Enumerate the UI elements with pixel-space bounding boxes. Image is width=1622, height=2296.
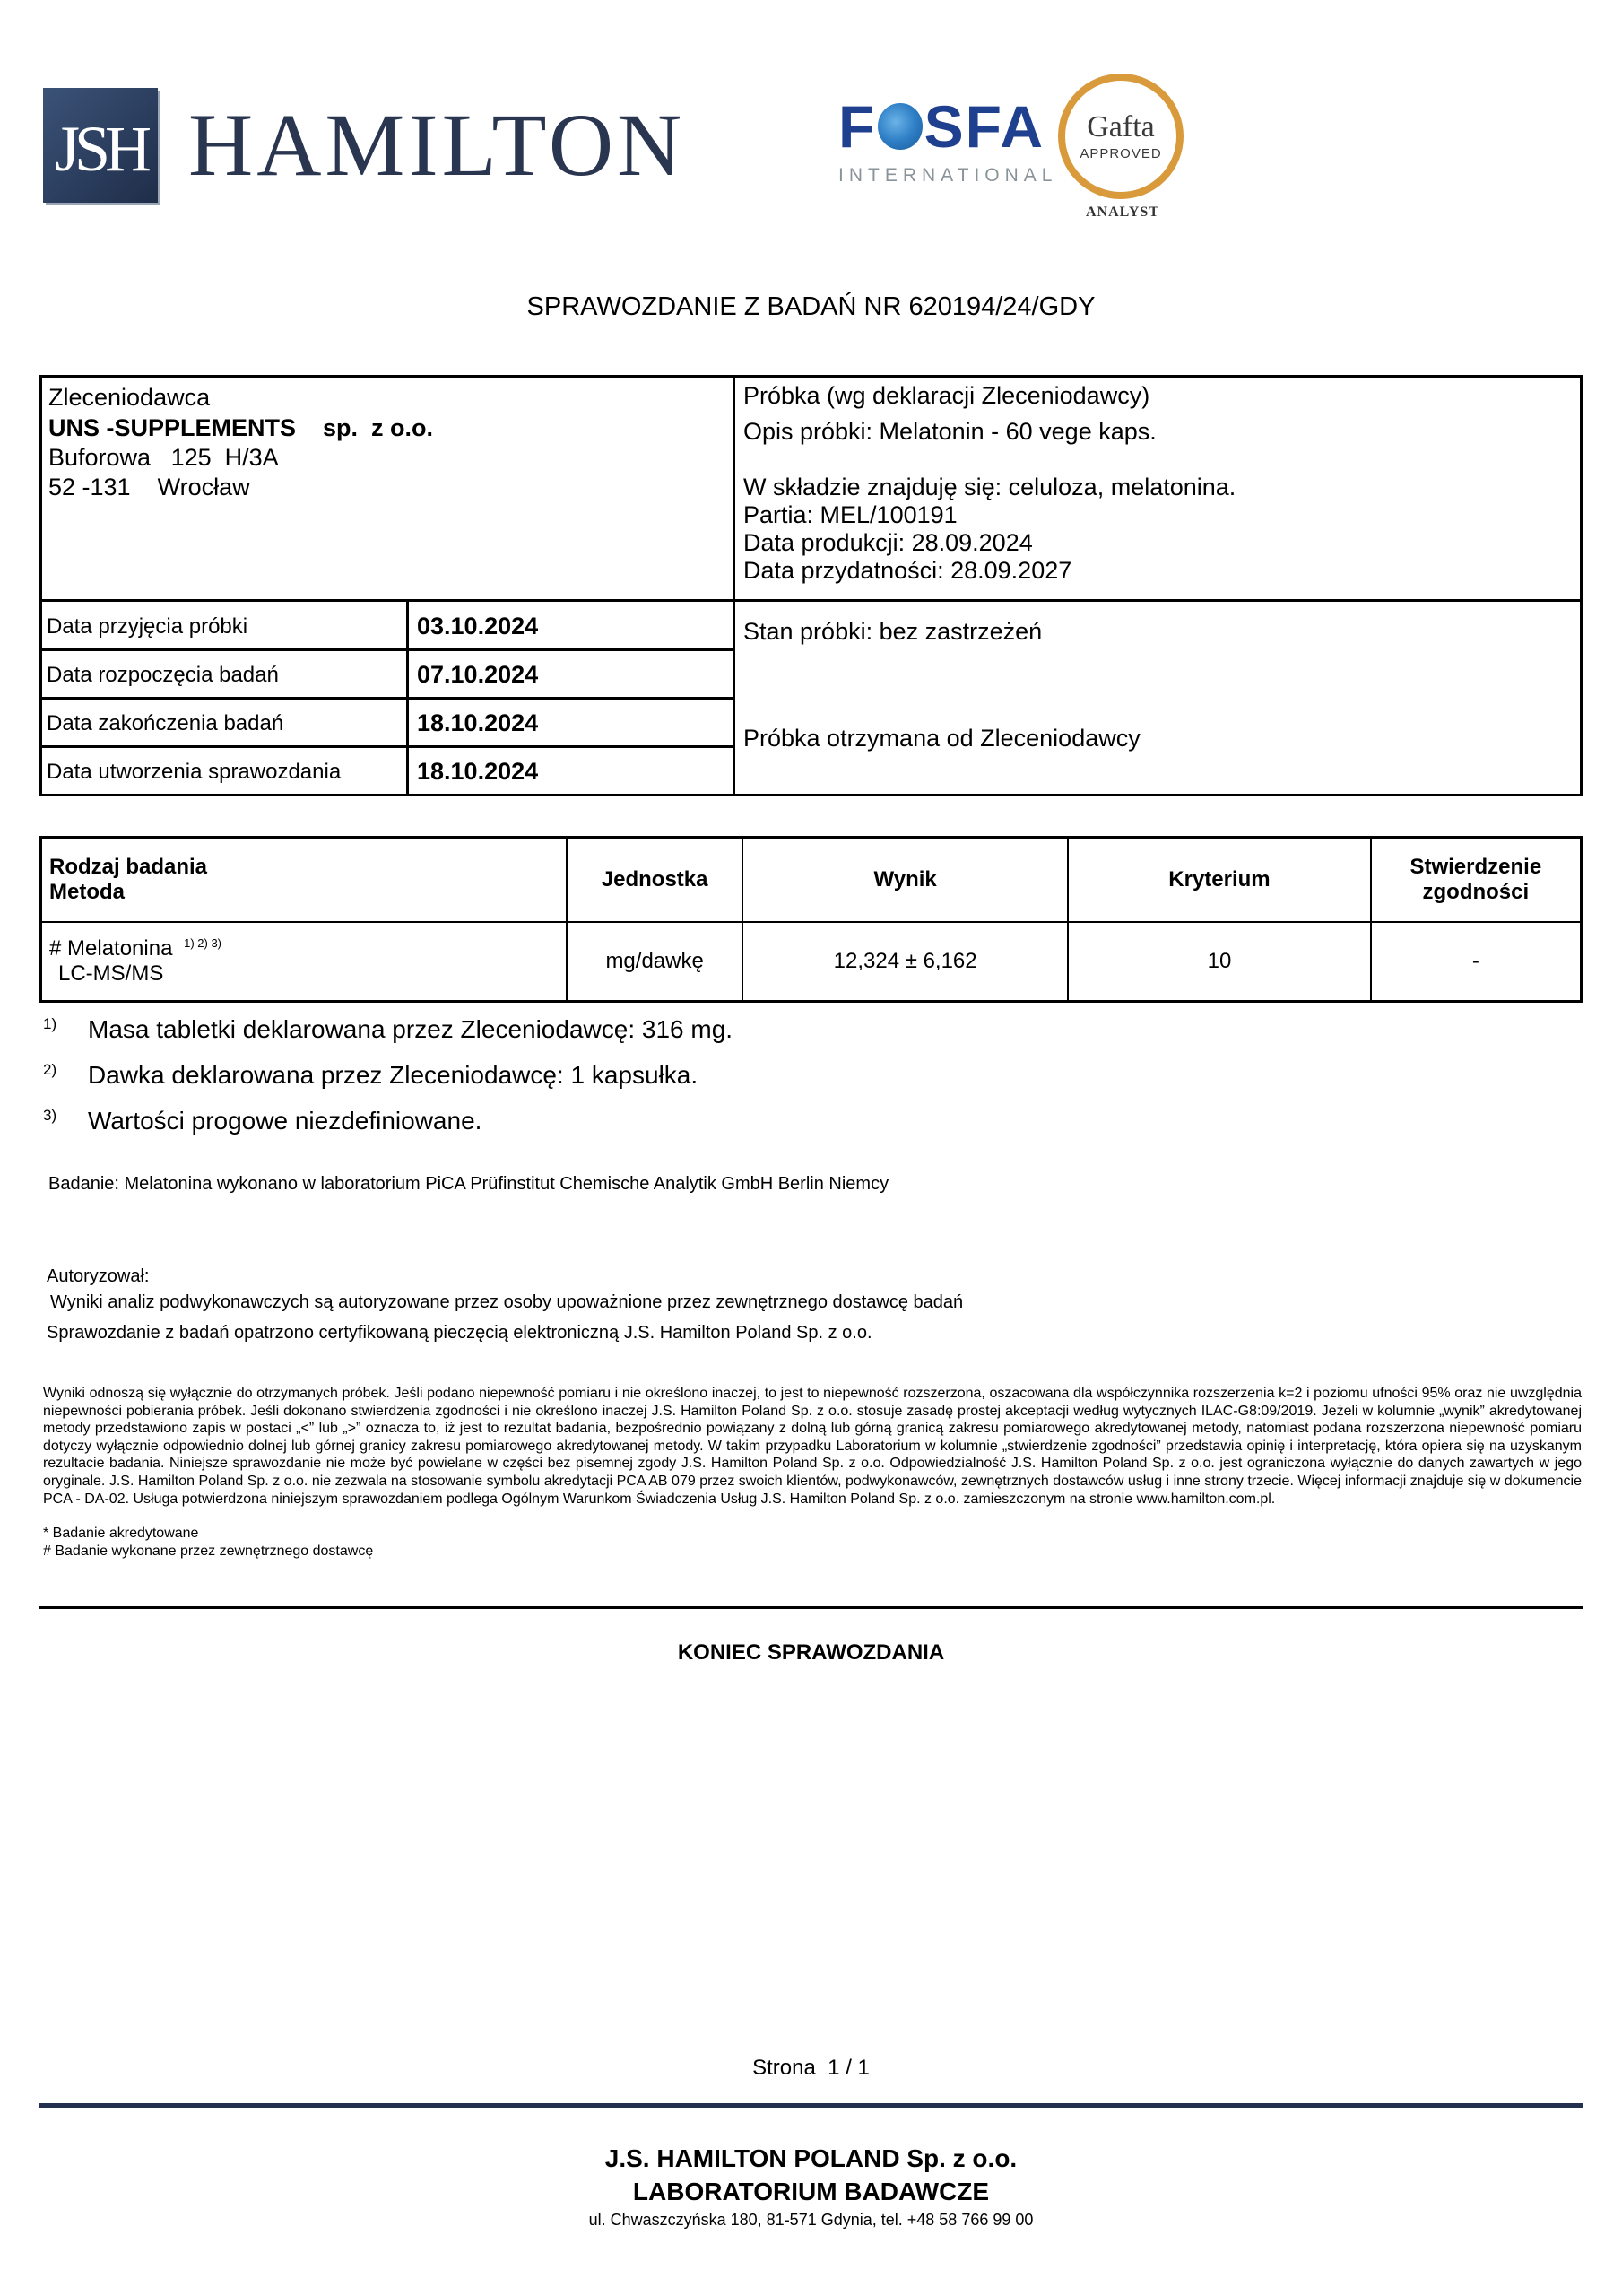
result-conformity: - (1371, 922, 1582, 1002)
jsh-monogram-icon (43, 88, 158, 203)
header-conformity-line1: Stwierdzenie (1409, 855, 1542, 879)
column-header-conformity (1371, 838, 1582, 923)
date-row-line (39, 745, 735, 748)
date-value: 03.10.2024 (417, 613, 539, 639)
date-value: 18.10.2024 (417, 709, 539, 736)
date-row-line (39, 697, 735, 700)
client-heading: Zleceniodawca (48, 384, 211, 411)
authorization-label: Autoryzował: (47, 1266, 150, 1286)
sample-heading: Próbka (wg deklaracji Zleceniodawcy) (743, 382, 1150, 409)
footnote-text: Masa tabletki deklarowana przez Zleceniodawcę: 316 mg. (88, 1015, 733, 1043)
footnote-mark: 2) (43, 1061, 57, 1078)
legend-accredited: * Badanie akredytowane (43, 1526, 199, 1541)
info-divider-horizontal (39, 599, 1583, 602)
gafta-title: Gafta (1087, 109, 1155, 144)
footnote-mark: 3) (43, 1107, 57, 1124)
sample-description: Opis próbki: Melatonin - 60 vege kaps. (743, 418, 1157, 445)
footnote-text: Wartości progowe niezdefiniowane. (88, 1107, 482, 1135)
column-header-result: Wynik (742, 838, 1068, 923)
date-label: Data przyjęcia próbki (47, 614, 248, 639)
authorization-line2: Sprawozdanie z badań opatrzono certyfikowaną pieczęcią elektroniczną J.S. Hamilton Poland Sp. z o.o. (47, 1323, 872, 1343)
footnote-text: Dawka deklarowana przez Zleceniodawcę: 1 kapsułka. (88, 1061, 698, 1089)
wheat-wreath-icon (1058, 74, 1184, 199)
fosfa-name-right: SFA (924, 93, 1045, 160)
results-header-row (41, 838, 1582, 923)
test-method: LC-MS/MS (58, 961, 164, 986)
globe-icon (878, 103, 922, 150)
date-row-line (39, 648, 735, 651)
date-label: Data rozpoczęcia badań (47, 663, 279, 687)
result-test-name-cell (41, 922, 568, 1002)
fosfa-subtitle: INTERNATIONAL (838, 165, 1058, 186)
date-label: Data utworzenia sprawozdania (47, 760, 342, 784)
date-label: Data zakończenia badań (47, 711, 284, 735)
footer-lab: LABORATORIUM BADAWCZE (632, 2178, 990, 2205)
jsh-logo-mark (43, 88, 158, 203)
test-name: # Melatonina (49, 936, 173, 961)
lab-note: Badanie: Melatonina wykonano w laboratorium PiCA Prüfinstitut Chemische Analytik GmbH Berlin Niemcy (48, 1174, 889, 1194)
header-type-line2: Metoda (49, 880, 125, 904)
page-number: Strona 1 / 1 (752, 2056, 870, 2080)
footer-address: ul. Chwaszczyńska 180, 81-571 Gdynia, tel. +48 58 766 99 00 (588, 2211, 1034, 2229)
gafta-logo (1058, 74, 1187, 226)
fosfa-logo (838, 93, 1058, 187)
client-street: Buforowa 125 H/3A (48, 444, 279, 471)
sample-batch: Partia: MEL/100191 (743, 501, 958, 528)
column-header-type (41, 838, 568, 923)
authorization-line1: Wyniki analiz podwykonawczych są autoryzowane przez osoby upoważnione przez zewnętrznego dostawcę badań (50, 1292, 964, 1312)
column-header-criterion: Kryterium (1068, 838, 1370, 923)
disclaimer-text: Wyniki odnoszą się wyłącznie do otrzymanych próbek. Jeśli podano niepewność pomiaru i nie określono inaczej, to jest to niepewność rozszerzona, oszacowana dla współczynnika rozszerzenia k=2 i poziomu ufności 95% oraz nie uwzględnia niepewności pobierania próbek. Jeśli dokonano stwierdzenia zgodności i nie określono inaczej J.S. Hamilton Poland Sp. z o.o. stosuje zasadę prostej akceptacji według wytycznych ILAC-G8:09/2019. Jeżeli w kolumnie „wynik” akredytowanej metody przedstawiono zapis w postaci „<” lub „>” oznacza to, iż jest to rezultat badania, bezpośrednio powiązany z dolną lub górną granicą zakresu pomiarowego akredytowanej metody, natomiast podana rozszerzona niepewność pomiaru dotyczy wyłącznie odpowiednio dolnej lub górnej granicy zakresu pomiarowego akredytowanej metody. W takim przypadku Laboratorium w kolumnie „stwierdzenie zgodności” przedstawia opinię i interpretację, która opiera się na uzyskanym rezultacie badania. Niniejsze sprawozdanie nie może być powielane w części bez pisemnej zgody J.S. Hamilton Poland Sp. z o.o. Odpowiedzialność J.S. Hamilton Poland Sp. z o.o. jest ograniczona wyłącznie do danych zawartych w jego oryginale. J.S. Hamilton Poland Sp. z o.o. nie zezwala na stosowanie symbolu akredytacji PCA AB 079 przez swoich klientów, podwykonawców, zewnętrznych dostawców usług i inne strony trzecie. Więcej informacji znajduje się w dokumencie PCA - DA-02. Usługa potwierdzona niniejszym sprawozdaniem podlega Ogólnym Warunkom Świadczenia Usług J.S. Hamilton Poland Sp. z o.o. zamieszczonym na stronie www.hamilton.com.pl. (43, 1386, 1582, 1507)
result-criterion: 10 (1068, 922, 1370, 1002)
sample-production-date: Data produkcji: 28.09.2024 (743, 529, 1033, 556)
gafta-analyst-label: ANALYST (1086, 204, 1159, 220)
divider (39, 1606, 1583, 1609)
info-divider-vertical (733, 375, 735, 796)
sample-received-from: Próbka otrzymana od Zleceniodawcy (743, 725, 1141, 752)
fosfa-name-left: F (838, 93, 877, 160)
gafta-subtitle: APPROVED (1080, 145, 1162, 161)
table-row (41, 922, 1582, 1002)
client-city: 52 -131 Wrocław (48, 474, 250, 500)
hamilton-logo-text: HAMILTON (188, 95, 686, 195)
date-value: 18.10.2024 (417, 758, 539, 785)
date-column-divider (406, 599, 409, 796)
client-name: UNS -SUPPLEMENTS sp. z o.o. (48, 414, 434, 441)
results-table (39, 836, 1583, 1003)
sample-expiry-date: Data przydatności: 28.09.2027 (743, 557, 1072, 584)
footnote-mark: 1) (43, 1015, 57, 1032)
sample-composition: W składzie znajduję się: celuloza, melatonina. (743, 474, 1236, 500)
footer-company: J.S. HAMILTON POLAND Sp. z o.o. (604, 2144, 1018, 2172)
date-value: 07.10.2024 (417, 661, 539, 688)
legend-external: # Badanie wykonane przez zewnętrznego dostawcę (43, 1544, 374, 1559)
end-of-report: KONIEC SPRAWOZDANIA (677, 1640, 945, 1665)
result-value: 12,324 ± 6,162 (742, 922, 1068, 1002)
report-title: SPRAWOZDANIE Z BADAŃ NR 620194/24/GDY (526, 292, 1096, 321)
result-unit: mg/dawkę (567, 922, 742, 1002)
column-header-unit: Jednostka (567, 838, 742, 923)
logo-monogram: JSH (54, 113, 147, 185)
footer-divider (39, 2103, 1583, 2108)
footnote-refs: 1) 2) 3) (184, 936, 222, 950)
header-type-line1: Rodzaj badania (49, 855, 208, 879)
sample-condition: Stan próbki: bez zastrzeżeń (743, 618, 1043, 645)
header-conformity-line2: zgodności (1422, 880, 1530, 904)
